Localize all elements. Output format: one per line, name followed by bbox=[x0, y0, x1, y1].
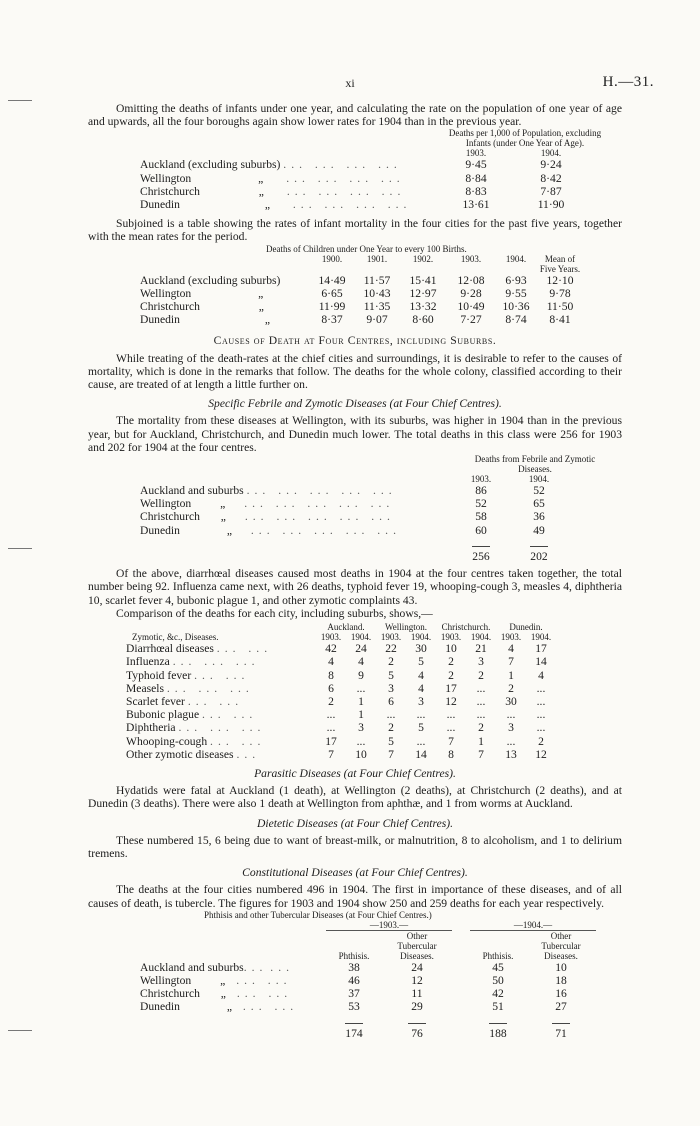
table-row: Bubonic plague ... ... ... 1 ... ... ... ... ... ... bbox=[126, 708, 546, 722]
table-row: Other zymotic diseases ... 7 10 7 14 8 7 13 12 bbox=[126, 747, 547, 761]
table-row: Auckland and suburbs ... ... ... ... ... 86 52 bbox=[140, 484, 545, 498]
paragraph: Subjoined is a table showing the rates of infant mortality in the four cities for the past five years, together with the mean rates for the period. bbox=[88, 217, 622, 244]
page-content bbox=[88, 102, 622, 1040]
paragraph: The deaths at the four cities numbered 496 in 1904. The first in importance of these diseases, and of all causes of death, is tubercle. The figures for 1903 and 1904 show 250 and 259 deaths for each year respectively. bbox=[88, 883, 622, 910]
table-row: Wellington „ ... ... ... ... ... 52 65 bbox=[140, 497, 545, 511]
section-heading: Dietetic Diseases (at Four Chief Centres). bbox=[257, 816, 453, 830]
section-heading: Specific Febrile and Zymotic Diseases (at Four Chief Centres). bbox=[208, 397, 502, 411]
page-number: xi bbox=[345, 76, 355, 90]
table-row: Diphtheria ... ... ... ... 3 2 5 ... 2 3 ... bbox=[126, 721, 546, 735]
table-caption: Deaths of Children under One Year to every 100 Births. bbox=[266, 243, 467, 254]
paragraph: These numbered 15, 6 being due to want of breast-milk, or malnutrition, 8 to alcoholism, and 1 to delirium tremens. bbox=[88, 833, 622, 860]
table-row: Dunedin „ ... ... ... ... ... 60 49 bbox=[140, 523, 545, 537]
tubercular-diseases-table: —1903.— —1904.— Phthisis. Other Tubercular Diseases. Phthisis. Other Tubercular Diseases. Auckland and suburbs... ... 38 24 45 10 Wellington „ ... ... 46 12 50 18 Christchurch „ ... ... 37 11 42 16 Dunedin „ ... ... 53 29 51 27 174 76 188 71 bbox=[140, 920, 596, 1040]
document-code: H.—31. bbox=[602, 74, 654, 90]
table-row: Christchurch „ ... ... ... ... ... 58 36 bbox=[140, 510, 545, 524]
paragraph: Hydatids were fatal at Auckland (1 death), at Wellington (2 deaths), at Christchurch (2 deaths), and at Dunedin (3 deaths). There were also 1 death at Wellington from aphthæ, and 1 from worms at Auckland. bbox=[88, 784, 622, 811]
paragraph: The mortality from these diseases at Wellington, with its suburbs, was higher in 1904 than in the previous year, but for Auckland, Christchurch, and Dunedin much lower. The total deaths in this class were 256 for 1903 and 202 for 1904 at the four centres. bbox=[88, 414, 622, 454]
table-row: Wellington „ 6·65 10·43 12·97 9·28 9·55 9·78 bbox=[140, 286, 571, 300]
table-row: Auckland (excluding suburbs) ... ... ... ... 9·45 9·24 bbox=[140, 158, 562, 172]
table-row: Christchurch „ 11·99 11·35 13·32 10·49 10·36 11·50 bbox=[140, 300, 574, 314]
table-caption: Deaths from Febrile and Zymotic Diseases. bbox=[474, 454, 596, 475]
margin-mark bbox=[8, 548, 32, 549]
table-row: Measels ... ... ... 6 ... 3 4 17 ... 2 ... bbox=[126, 681, 546, 695]
infant-excluded-rates-table: 1903. 1904. Auckland (excluding suburbs) ... ... ... ... 9·45 9·24 Wellington „ ... ... ... ... 8·84 8·42 Christchurch „ ... ... ... ... 8·83 7·87 Dunedin „ ... ... ... ... 13·61 11·90 bbox=[140, 148, 586, 211]
table-row: Wellington „ ... ... 46 12 50 18 bbox=[140, 973, 567, 987]
table-row: Christchurch „ ... ... 37 11 42 16 bbox=[140, 987, 567, 1001]
table-row: Dunedin „ ... ... ... ... 13·61 11·90 bbox=[140, 198, 565, 212]
paragraph: Comparison of the deaths for each city, including suburbs, shows,— bbox=[116, 606, 433, 620]
table-row: Dunedin „ ... ... 53 29 51 27 bbox=[140, 1000, 567, 1014]
zymotic-diseases-table: Auckland. Wellington. Christchurch. Dunedin. Zymotic, &c., Diseases. 1903. 1904. 1903. 1904. 1903. 1904. 1903. 1904. Diarrhœal diseases ... ... 42 24 22 30 10 21 4 17 Influenza ... ... ... 4 4 2 5 2 3 7 14 Typhoid fever ... ... 8 9 5 4 2 2 1 4 Measels ... ... ... 6 ... 3 4 17 ... 2 ... Scarlet fever ... ... 2 1 6 3 12 ... 30 ... Bubonic plague ... ... ... 1 ... ... ... ... ... ... Diphtheria ... ... ... ... 3 2 5 ... 2 3 ... Whooping-cough ... ... 17 ... 5 ... 7 1 ... 2 Other zymotic diseases ... 7 10 7 14 8 7 13 12 bbox=[126, 622, 556, 761]
table-row: Auckland (excluding suburbs) 14·49 11·57 15·41 12·08 6·93 12·10 bbox=[140, 273, 574, 287]
table-row: Dunedin „ 8·37 9·07 8·60 7·27 8·74 8·41 bbox=[140, 313, 571, 327]
table-total-row: 256 202 bbox=[472, 550, 548, 564]
section-heading: Parasitic Diseases (at Four Chief Centres). bbox=[254, 766, 456, 780]
table-row: Influenza ... ... ... 4 4 2 5 2 3 7 14 bbox=[126, 655, 547, 669]
table-caption: Phthisis and other Tubercular Diseases (at Four Chief Centres.) bbox=[204, 909, 432, 920]
paragraph: Omitting the deaths of infants under one year, and calculating the rate on the population of one year of age and upwards, all the four boroughs again show lower rates for 1904 than in the previous year. bbox=[88, 102, 622, 129]
section-heading: Constitutional Diseases (at Four Chief Centres). bbox=[242, 866, 468, 880]
table-caption: Deaths per 1,000 of Population, excluding Infants (under One Year of Age). bbox=[448, 128, 602, 149]
table-row: Wellington „ ... ... ... ... 8·84 8·42 bbox=[140, 171, 562, 185]
section-heading: Causes of Death at Four Centres, including Suburbs. bbox=[213, 334, 497, 348]
margin-mark bbox=[8, 1030, 32, 1031]
infant-mortality-table: 1900. 1901. 1902. 1903. 1904. Mean of Five Years. Auckland (excluding suburbs) 14·49 11·57 15·41 12·08 6·93 12·10 Wellington „ 6·65 10·43 12·97 9·28 9·55 9·78 Christchurch „ 11·99 11·35 13·32 10·49 10·36 11·50 Dunedin „ 8·37 9·07 8·60 7·27 8·74 8·41 bbox=[140, 254, 584, 327]
paragraph: Of the above, diarrhœal diseases caused most deaths in 1904 at the four centres taken together, the total number being 92. Influenza came next, with 26 deaths, typhoid fever 19, whooping-cough 3, measles 4, diphtheria 10, scarlet fever 4, bubonic plague 1, and other zymotic complaints 43. bbox=[88, 567, 622, 607]
table-row: Christchurch „ ... ... ... ... 8·83 7·87 bbox=[140, 184, 562, 198]
table-row: Typhoid fever ... ... 8 9 5 4 2 2 1 4 bbox=[126, 668, 544, 682]
paragraph: While treating of the death-rates at the chief cities and surroundings, it is desirable to refer to the causes of mortality, which is done in the remarks that follow. The deaths for the whole colony, classified according to their cause, are treated of at length a little further on. bbox=[88, 351, 622, 392]
febrile-deaths-table: 1903. 1904. Auckland and suburbs ... ... ... ... ... 86 52 Wellington „ ... ... ... ... ... 52 65 Christchurch „ ... ... ... ... ... 58 36 Dunedin „ ... ... ... ... ... 60 49 256 202 bbox=[140, 474, 572, 563]
table-row: Scarlet fever ... ... 2 1 6 3 12 ... 30 ... bbox=[126, 694, 546, 708]
table-row: Diarrhœal diseases ... ... 42 24 22 30 10 21 4 17 bbox=[126, 642, 547, 656]
margin-mark bbox=[8, 100, 32, 101]
table-row: Auckland and suburbs... ... 38 24 45 10 bbox=[140, 960, 567, 974]
table-row: Whooping-cough ... ... 17 ... 5 ... 7 1 ... 2 bbox=[126, 734, 544, 748]
table-total-row: 174 76 188 71 bbox=[345, 1026, 567, 1040]
